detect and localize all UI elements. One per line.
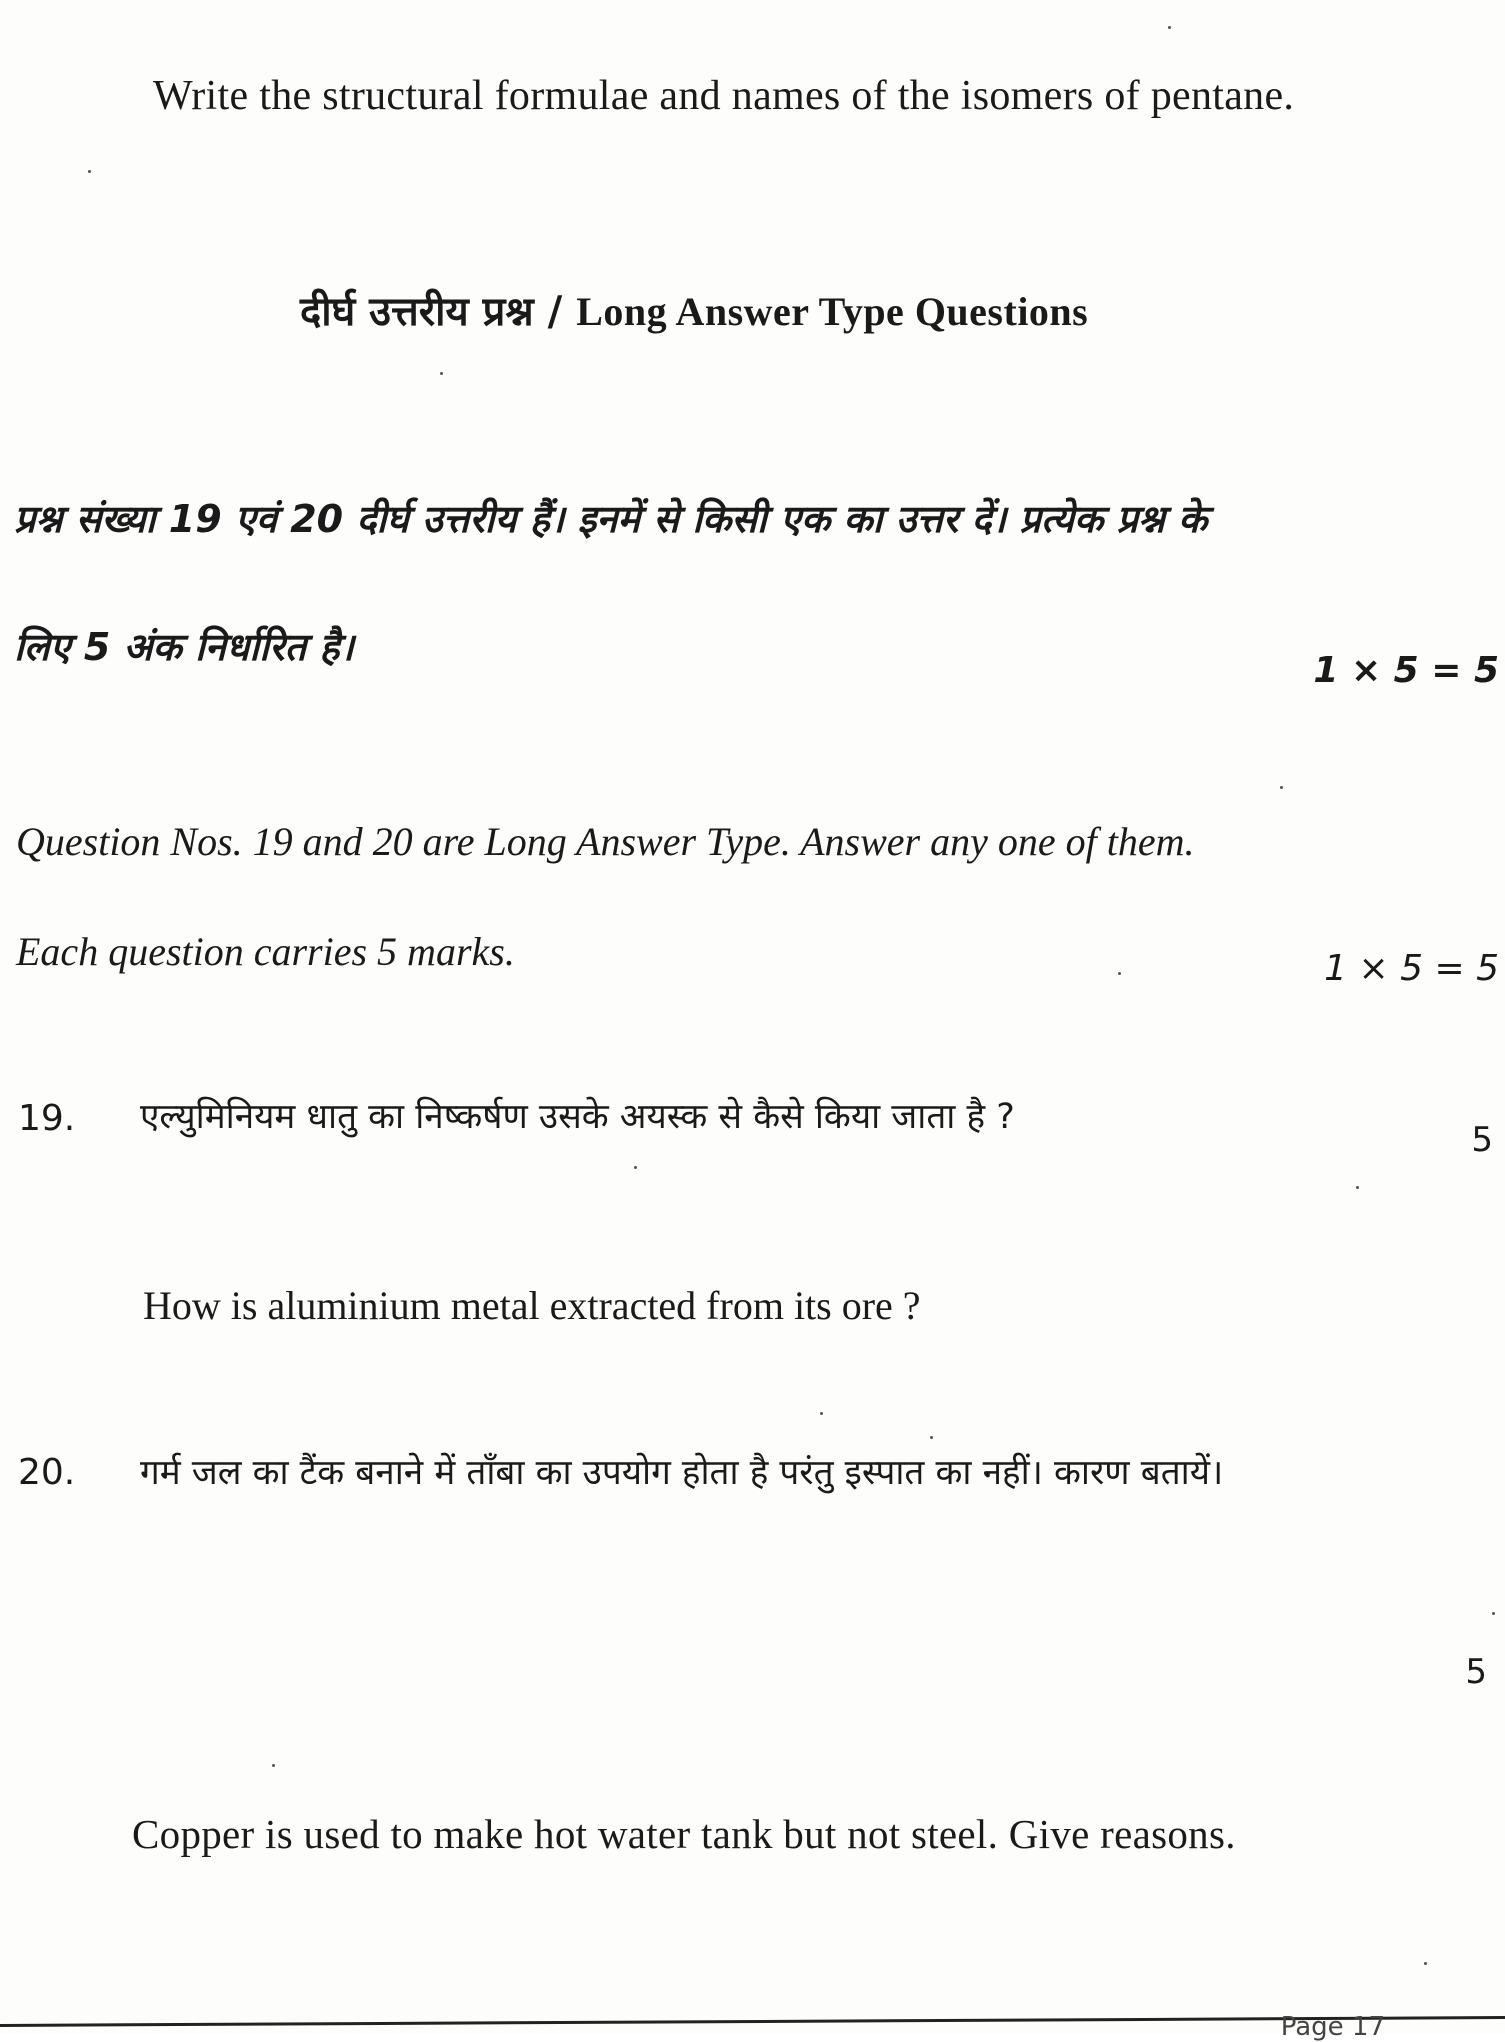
instructions-hindi-line1: प्रश्न संख्या 19 एवं 20 दीर्घ उत्तरीय हैं। इनमें से किसी एक का उत्तर दें। प्रत्येक प्रश्न के (14, 497, 1208, 541)
scan-speck (1168, 26, 1171, 29)
section-heading (300, 282, 1088, 337)
scan-speck (88, 170, 91, 173)
scan-speck (1492, 1612, 1495, 1615)
question-20-number: 20. (18, 1452, 76, 1493)
scan-speck (1118, 972, 1121, 975)
page-number: Page 17 (1280, 2012, 1385, 2042)
section-heading-hindi: दीर्घ उत्तरीय प्रश्न (300, 289, 534, 335)
scan-speck (820, 1412, 823, 1415)
scan-speck (1356, 1186, 1359, 1189)
question-19-marks: 5 (1471, 1120, 1493, 1160)
question-20-marks: 5 (1465, 1652, 1487, 1692)
instructions-english-line2: Each question carries 5 marks. (16, 929, 515, 974)
question-19-english: How is aluminium metal extracted from its ore ? (143, 1283, 921, 1328)
instructions-hindi-line2: लिए 5 अंक निर्धारित है। (14, 625, 354, 669)
question-20-hindi: गर्म जल का टैंक बनाने में ताँबा का उपयोग होता है परंतु इस्पात का नहीं। कारण बतायें। (140, 1453, 1224, 1493)
bottom-divider (0, 2016, 1505, 2027)
section-heading-separator: / (547, 288, 563, 335)
scan-speck (1424, 1962, 1427, 1965)
scan-speck (634, 1166, 637, 1169)
scan-speck (272, 1764, 275, 1767)
scan-speck (1280, 786, 1283, 789)
instructions-english-marks: 1 × 5 = 5 (1324, 948, 1499, 989)
instructions-hindi-marks: 1 × 5 = 5 (1313, 650, 1499, 691)
section-heading-english: Long Answer Type Questions (576, 289, 1089, 334)
instructions-english-line1: Question Nos. 19 and 20 are Long Answer Type. Answer any one of them. (16, 819, 1195, 864)
question-19-number: 19. (18, 1098, 76, 1139)
question-19-hindi: एल्युमिनियम धातु का निष्कर्षण उसके अयस्क से कैसे किया जाता है ? (140, 1097, 1015, 1137)
scan-speck (930, 1436, 933, 1439)
question-20-english: Copper is used to make hot water tank but not steel. Give reasons. (132, 1811, 1236, 1857)
scan-speck (440, 372, 443, 375)
previous-question-text: Write the structural formulae and names of the isomers of pentane. (153, 73, 1295, 119)
